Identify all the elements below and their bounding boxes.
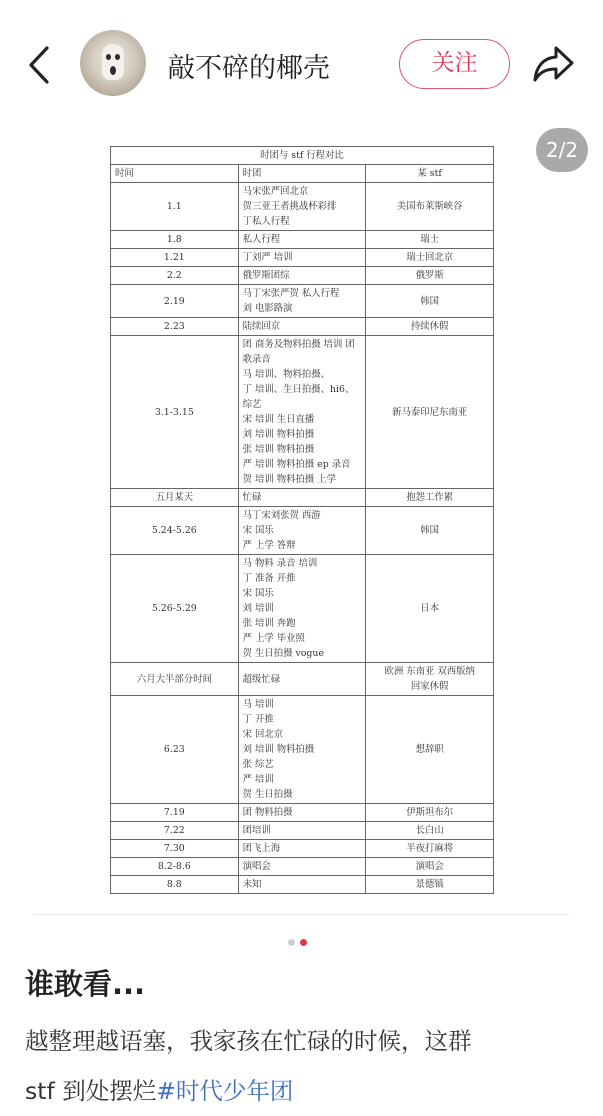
cell-group-line: 贺 培训 物料拍摄 上学 [242,474,336,485]
cell-stf-line: 长白山 [415,825,444,836]
cell-group-line: 马宋张严回北京 [242,186,309,197]
cell-group-line: 刘 培训 [242,603,274,614]
cell-group-line: 马 物料 录音 培训 [242,558,318,569]
cell-date: 3.1-3.15 [111,336,239,489]
image-counter: 2/2 [536,128,588,172]
cell-group-line: 刘 电影路演 [242,303,293,314]
cell-group-line: 丁 开推 [242,714,274,725]
share-arrow-icon [532,44,576,84]
cell-date: 1.1 [111,183,239,231]
cell-stf-line: 欧洲 东南亚 双西版纳 [384,666,475,677]
avatar-eye [115,54,120,60]
cell-date: 6.23 [111,696,239,804]
cell-stf [366,804,494,822]
chevron-left-icon [26,44,56,86]
header-time: 时间 [111,165,239,183]
table-row [111,555,494,663]
cell-group-line: 贺三亚王者挑战杯彩排 [242,201,337,212]
schedule-image[interactable] [110,146,494,894]
cell-stf [366,285,494,318]
table-header-row [111,165,494,183]
pagination-dot [288,939,295,946]
cell-stf [366,231,494,249]
cell-group-line: 严 上学 毕业照 [242,633,305,644]
cell-date: 8.8 [111,876,239,894]
cell-group [238,555,366,663]
cell-group-line: 团飞上海 [242,843,281,854]
cell-date: 7.19 [111,804,239,822]
cell-group-line: 马 培训 [242,699,274,710]
cell-stf [366,663,494,696]
cell-group [238,318,366,336]
cell-date: 2.2 [111,267,239,285]
table-row [111,840,494,858]
header-stf: 某 stf [366,165,494,183]
cell-stf [366,876,494,894]
cell-date: 1.8 [111,231,239,249]
cell-stf [366,858,494,876]
post-body-line [25,1066,585,1116]
cell-group [238,840,366,858]
cell-group-line: 俄罗斯团综 [242,270,290,281]
cell-stf [366,489,494,507]
cell-group [238,249,366,267]
cell-date: 1.21 [111,249,239,267]
table-row [111,249,494,267]
pagination-dot-active [300,939,307,946]
cell-group [238,267,366,285]
share-button[interactable] [532,44,576,84]
avatar-mouth [110,66,116,75]
cell-stf [366,336,494,489]
table-title-row [111,147,494,165]
table-row [111,858,494,876]
header-group: 时团 [238,165,366,183]
cell-group-line: 张 综艺 [242,759,274,770]
cell-group-line: 丁 准备 开推 [242,573,296,584]
post-body [25,1016,585,1116]
cell-group-line: 张 培训 物料拍摄 [242,444,315,455]
cell-group [238,663,366,696]
top-bar [0,0,603,130]
cell-group [238,858,366,876]
cell-group-line: 马 培训、物料拍摄、 [242,369,331,380]
cell-group [238,876,366,894]
table-row [111,267,494,285]
cell-stf [366,507,494,555]
cell-group-line: 团培训 [242,825,271,836]
pagination-dots [288,931,312,938]
table-row [111,507,494,555]
cell-group-line: 宋 培训 生日直播 [242,414,315,425]
table-row [111,231,494,249]
cell-group-line: 未知 [242,879,262,890]
cell-group-line: 严 培训 [242,774,274,785]
cell-stf-line: 瑞士回北京 [406,252,454,263]
cell-stf-line: 回家休假 [410,681,449,692]
cell-group-line: 马丁宋刘张贺 西游 [242,510,321,521]
cell-group-line: 丁私人行程 [242,216,290,227]
cell-stf-line: 景德镇 [415,879,444,890]
cell-group-line: 刘 培训 物料拍摄 [242,744,315,755]
cell-stf-line: 伊斯坦布尔 [406,807,454,818]
cell-stf-line: 想辞职 [415,744,444,755]
cell-group-line: 贺 生日拍摄 vogue [242,648,325,659]
cell-stf-line: 持续休假 [410,321,449,332]
divider [34,914,569,915]
hashtag-link[interactable]: #时代少年团 [156,1077,294,1105]
cell-stf-line: 美国布莱斯峡谷 [396,201,463,212]
cell-group-line: 宋 国乐 [242,525,274,536]
table-row [111,489,494,507]
cell-stf [366,840,494,858]
cell-group [238,489,366,507]
cell-group-line: 团 商务及物料拍摄 培训 团歌录音 [242,339,355,365]
cell-group-line: 严 培训 物料拍摄 ep 录音 [242,459,351,470]
cell-stf-line: 韩国 [420,295,440,307]
cell-group-line: 张 培训 奔跑 [242,618,296,629]
cell-group-line: 演唱会 [242,861,271,872]
avatar-face [102,44,124,80]
table-row [111,183,494,231]
cell-group-line: 丁 培训、生日拍摄、hi6、综艺 [242,384,355,410]
table-row [111,336,494,489]
table-row [111,663,494,696]
table-row [111,285,494,318]
cell-date: 六月大半部分时间 [111,663,239,696]
table-title: 时团与 stf 行程对比 [111,147,494,165]
cell-stf [366,183,494,231]
table-row [111,822,494,840]
cell-date: 5.24-5.26 [111,507,239,555]
post-body-text: stf 到处摆烂 [25,1077,157,1105]
cell-group-line: 贺 生日拍摄 [242,789,293,800]
cell-group [238,696,366,804]
cell-group-line: 严 上学 答辩 [242,540,296,551]
cell-date: 7.22 [111,822,239,840]
table-row [111,876,494,894]
cell-stf [366,822,494,840]
cell-stf-line: 韩国 [420,525,440,536]
cell-group-line: 团 物料拍摄 [242,807,293,818]
cell-date: 8.2-8.6 [111,858,239,876]
cell-date: 2.19 [111,285,239,318]
cell-stf-line: 抱怨工作累 [406,492,454,503]
cell-date: 5.26-5.29 [111,555,239,663]
cell-date: 7.30 [111,840,239,858]
table-row [111,804,494,822]
post-body-line: 越整理越语塞，我家孩在忙碌的时候，这群 [25,1027,472,1055]
cell-group-line: 马丁宋张严贺 私人行程 [242,288,340,299]
cell-group [238,507,366,555]
cell-date: 2.23 [111,318,239,336]
cell-stf-line: 日本 [420,603,440,614]
cell-group-line: 陆续回京 [242,321,281,332]
cell-stf [366,696,494,804]
cell-group-line: 超级忙碌 [242,673,281,685]
cell-group-line: 刘 培训 物料拍摄 [242,429,315,440]
cell-stf [366,267,494,285]
follow-button[interactable]: 关注 [399,39,510,89]
table-row [111,696,494,804]
cell-stf-line: 演唱会 [415,861,444,872]
cell-stf [366,555,494,663]
cell-group [238,804,366,822]
cell-stf-line: 半夜打麻将 [406,843,454,854]
cell-group-line: 私人行程 [242,234,281,245]
cell-group-line: 宋 回北京 [242,729,284,740]
post-title: 谁敢看... [25,967,146,1001]
username[interactable]: 敲不碎的椰壳 [168,53,330,84]
cell-group [238,822,366,840]
cell-date: 五月某天 [111,489,239,507]
cell-group [238,231,366,249]
avatar-eye [106,54,111,60]
cell-stf-line: 俄罗斯 [415,270,444,281]
table-row [111,318,494,336]
cell-group [238,336,366,489]
cell-stf [366,249,494,267]
cell-stf-line: 新马泰印尼东南亚 [392,406,468,418]
cell-group-line: 宋 国乐 [242,588,274,599]
back-button[interactable] [26,44,56,86]
schedule-table [110,146,494,894]
cell-group [238,183,366,231]
cell-stf-line: 瑞士 [420,234,440,245]
cell-group-line: 丁刘严 培训 [242,252,293,263]
cell-group [238,285,366,318]
cell-group-line: 忙碌 [242,492,262,503]
avatar[interactable] [80,30,146,96]
cell-stf [366,318,494,336]
